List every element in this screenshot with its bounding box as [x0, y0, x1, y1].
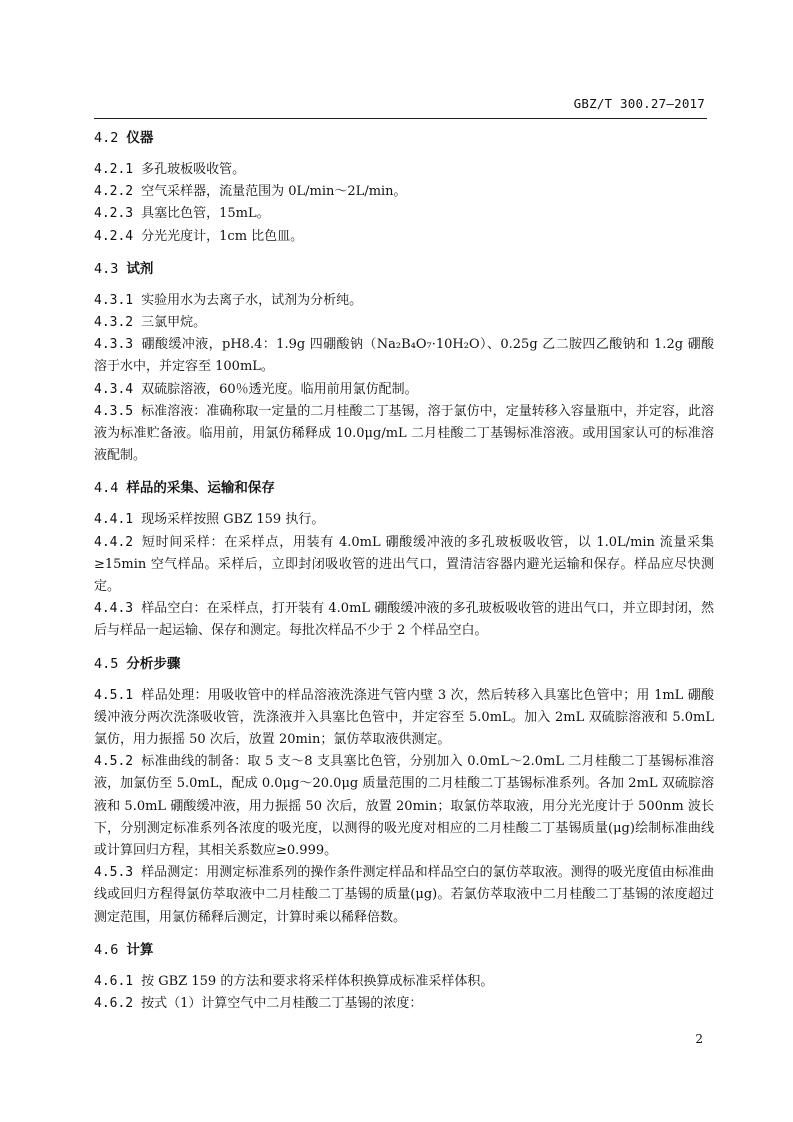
clause — [94, 312, 714, 334]
section-heading — [94, 653, 714, 675]
clause-text: 按式（1）计算空气中二月桂酸二丁基锡的浓度： — [141, 996, 423, 1012]
clause-number: 4.3.5 — [94, 403, 134, 419]
section-number: 4.4 — [94, 480, 119, 497]
clause-number: 4.5.2 — [94, 754, 134, 770]
clause-number: 4.3.1 — [94, 292, 134, 308]
clause-text: 样品测定：用测定标准系列的操作条件测定样品和样品空白的氯仿萃取液。测得的吸光度值由标准曲线或回归方程得氯仿萃取液中二月桂酸二丁基锡的质量(μg)。若氯仿萃取液中二月桂酸二丁基锡的浓度超过测定范围，用氯仿稀释后测定，计算时乘以稀释倍数。 — [94, 865, 714, 925]
clause — [94, 334, 714, 378]
clause-number: 4.2.3 — [94, 206, 134, 222]
clause-number: 4.6.1 — [94, 973, 134, 989]
clause-text: 标准溶液：准确称取一定量的二月桂酸二丁基锡，溶于氯仿中，定量转移入容量瓶中，并定容，此溶液为标准贮备液。临用前，用氯仿稀释成 10.0μg/mL 二月桂酸二丁基锡标准溶液。或用国家认可的标准溶液配制。 — [94, 403, 714, 464]
clause — [94, 379, 714, 401]
clause-number: 4.3.4 — [94, 381, 134, 397]
clause-text: 分光光度计，1cm 比色皿。 — [141, 228, 304, 244]
clause-text: 标准曲线的制备：取 5 支～8 支具塞比色管，分别加入 0.0mL～2.0mL 二月桂酸二丁基锡标准溶液，加氯仿至 5.0mL，配成 0.0μg～20.0μg 质量范围的二月桂酸二丁基锡标准系列。各加 2mL 双硫腙溶液和 5.0mL 硼酸缓冲液，用力振摇 50 次后，放置 20min；取氯仿萃取液，用分光光度计于 500nm 波长下，分别测定标准系列各浓度的吸光度，以测得的吸光度对相应的二月桂酸二丁基锡质量(μg)绘制标准曲线或计算回归方程，其相关系数应≥0.999。 — [94, 754, 714, 859]
clause-text: 双硫腙溶液，60％透光度。临用前用氯仿配制。 — [141, 381, 418, 397]
document-code: GBZ/T 300.27—2017 — [573, 96, 705, 111]
clause-text: 具塞比色管，15mL。 — [141, 206, 270, 222]
clause-number: 4.2.1 — [94, 162, 134, 177]
clause — [94, 226, 714, 248]
clause-text: 按 GBZ 159 的方法和要求将采样体积换算成标准采样体积。 — [141, 973, 494, 989]
section-heading — [94, 127, 714, 149]
section-heading — [94, 258, 714, 280]
clause-number: 4.3.3 — [94, 337, 134, 353]
section-number: 4.5 — [94, 655, 119, 672]
section-number: 4.6 — [94, 941, 119, 958]
section-title: 仪器 — [126, 130, 154, 146]
clause — [94, 181, 714, 203]
clause — [94, 751, 714, 862]
clause-text: 空气采样器，流量范围为 0L/min～2L/min。 — [141, 184, 407, 200]
header-rule — [94, 118, 707, 119]
clause — [94, 862, 714, 929]
clause — [94, 598, 714, 642]
clause — [94, 509, 714, 531]
clause-number: 4.5.3 — [94, 865, 134, 881]
clause — [94, 971, 714, 993]
section-heading — [94, 939, 714, 961]
clause-number: 4.5.1 — [94, 687, 134, 703]
clause-number: 4.6.2 — [94, 996, 134, 1012]
section-title: 试剂 — [126, 260, 154, 277]
clause-text: 三氯甲烷。 — [141, 315, 207, 331]
section-heading — [94, 477, 714, 499]
clause — [94, 203, 714, 225]
clause — [94, 159, 714, 181]
clause-number: 4.4.3 — [94, 601, 134, 617]
section-number: 4.2 — [94, 130, 119, 146]
clause-number: 4.4.2 — [94, 534, 134, 550]
clause — [94, 532, 714, 599]
clause-number: 4.4.1 — [94, 512, 134, 528]
document-body — [94, 127, 714, 1015]
section-number: 4.3 — [94, 260, 119, 277]
clause-text: 样品处理：用吸收管中的样品溶液洗涤进气管内壁 3 次，然后转移入具塞比色管中；用 1mL 硼酸缓冲液分两次洗涤吸收管，洗涤液并入具塞比色管中，并定容至 5.0mL。加入 2mL 双硫腙溶液和 5.0mL 氯仿，用力振摇 50 次后，放置 20min；氯仿萃取液供测定。 — [94, 687, 714, 748]
clause — [94, 401, 714, 468]
section-title: 计算 — [126, 941, 154, 958]
page-number: 2 — [695, 1032, 703, 1046]
clause-text: 硼酸缓冲液，pH8.4：1.9g 四硼酸钠（Na₂B₄O₇·10H₂O）、0.25g 乙二胺四乙酸钠和 1.2g 硼酸溶于水中，并定容至 100mL。 — [94, 337, 714, 375]
clause-text: 现场采样按照 GBZ 159 执行。 — [141, 512, 325, 528]
clause-text: 实验用水为去离子水，试剂为分析纯。 — [141, 292, 363, 308]
section-title: 样品的采集、运输和保存 — [126, 480, 275, 497]
clause-text: 短时间采样：在采样点，用装有 4.0mL 硼酸缓冲液的多孔玻板吸收管，以 1.0L/min 流量采集≥15min 空气样品。采样后，立即封闭吸收管的进出气口，置清洁容器内避光运输和保存。样品应尽快测定。 — [94, 534, 714, 595]
clause — [94, 290, 714, 312]
clause-text: 样品空白：在采样点，打开装有 4.0mL 硼酸缓冲液的多孔玻板吸收管的进出气口，并立即封闭，然后与样品一起运输、保存和测定。每批次样品不少于 2 个样品空白。 — [94, 601, 714, 639]
clause — [94, 685, 714, 752]
clause-number: 4.3.2 — [94, 315, 134, 331]
clause-text: 多孔玻板吸收管。 — [141, 162, 246, 177]
clause-number: 4.2.4 — [94, 228, 134, 244]
clause-number: 4.2.2 — [94, 184, 134, 200]
clause — [94, 993, 714, 1015]
section-title: 分析步骤 — [126, 655, 181, 672]
